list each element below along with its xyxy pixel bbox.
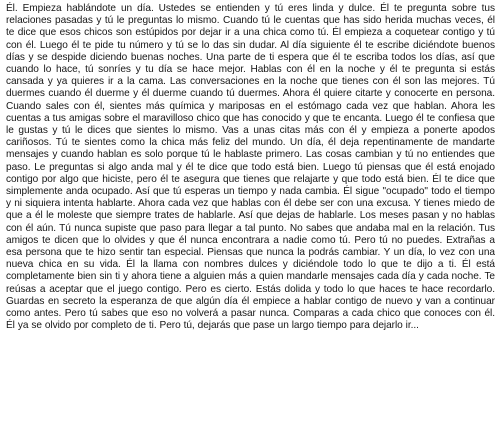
story-paragraph: Él. Empieza hablándote un día. Ustedes se entienden y tú eres linda y dulce. Él te pregunta sobre tus relaciones pasadas y tú le preguntas lo mismo. Cuando tú le cuentas que has sido herida muchas veces, él te dice que esos chicos son estúpidos por dejar ir a una chica como tú. Él empieza a coquetear contigo y tú con él. Luego él te pide tu número y tú se lo das sin dudar. Al día siguiente él te escribe diciéndote buenos días y se despide diciendo buenas noches. Una parte de ti espera que él te escriba todos los días, así que cuando lo hace, tú sonríes y tu día se hace mejor. Hablas con él en la noche y él te pregunta si estás cansada y ya quieres ir a la cama. Las conversaciones en la noche que tienes con él son las mejores. Tú duermes cuando él duerme y él duerme cuando tú duermes. Ahora él quiere citarte y conocerte en persona. Cuando sales con él, sientes más química y mariposas en el estómago cada vez que hablan. Ahora les cuentas a tus amigas sobre el maravilloso chico que has conocido y que te encanta. Luego él te confiesa que le gustas y tú le dices que sientes lo mismo. Vas a unas citas más con él y empieza a ponerte apodos cariñosos. Tú te sientes como la chica más feliz del mundo. Un día, él deja repentinamente de mandarte mensajes y cuando hablan es solo porque tú le hablaste primero. Las cosas cambian y tú no entiendes que paso. Le preguntas si algo anda mal y él te dice que todo está bien. Luego tú piensas que él está enojado contigo por algo que hiciste, pero él te asegura que tienes que relajarte y que todo está bien. Él te dice que simplemente anda ocupado. Así que tú esperas un tiempo y nada cambia. Él sigue "ocupado" todo el tiempo y ni siquiera intenta hablarte. Ahora cada vez que hablas con él debe ser con una excusa. Y tienes miedo de que a él le moleste que siempre trates de hablarle. Así que dejas de hablarle. Los meses pasan y no hablas con él aún. Tú nunca supiste que paso para llegar a tal punto. No sabes que andaba mal en la relación. Tus amigos te dicen que lo olvides y que él nunca encontrara a nadie como tú. Pero tú no puedes. Extrañas a esa persona que te hizo sentir tan especial. Piensas que nunca la podrás cambiar. Y un día, lo vez con una nueva chica en su vida. Él la llama con nombres dulces y diciéndole todo lo que te dijo a ti. Él está completamente bien sin ti y ahora tiene a alguien más a quien mandarle mensajes cada día y cada noche. Te reúsas a aceptar que el juego contigo. Pero es cierto. Estás dolida y todo lo que haces te hace recordarlo. Guardas en secreto la esperanza de que algún día él empiece a hablar contigo de nuevo y van a continuar como antes. Pero tú sabes que eso no volverá a pasar nunca. Comparas a cada chico que conoces con él. Él ya se olvido por completo de ti. Pero tú, dejarás que pase un largo tiempo para dejarlo ir... (6, 3, 495, 332)
